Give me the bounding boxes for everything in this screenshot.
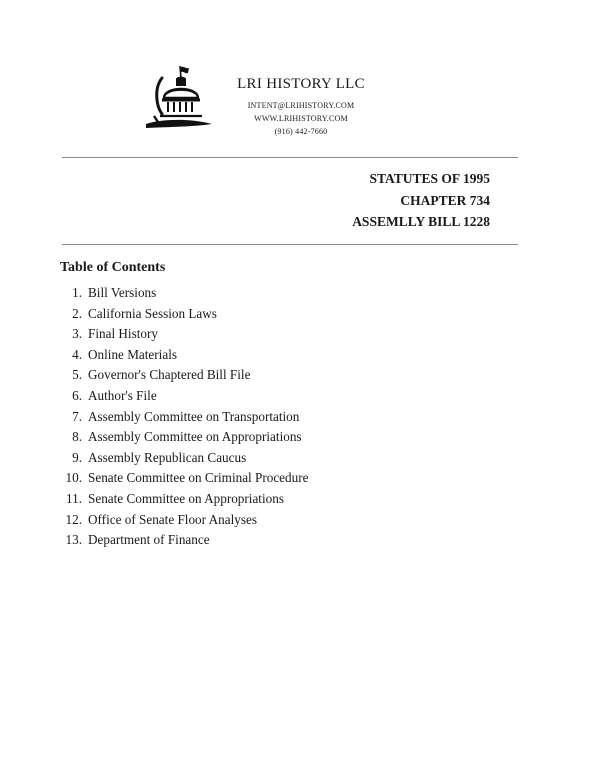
toc-item — [60, 427, 308, 448]
toc-item-label: Governor's Chaptered Bill File — [88, 367, 251, 383]
toc-item — [60, 407, 308, 428]
toc-item-number: 9. — [72, 449, 82, 465]
toc-item-number: 10. — [65, 470, 82, 486]
statute-block — [352, 168, 490, 233]
toc-item — [60, 345, 308, 366]
toc-item-number: 5. — [72, 367, 82, 383]
toc-item-number: 8. — [72, 429, 82, 445]
toc-item-number: 2. — [72, 305, 82, 321]
company-name: LRI HISTORY LLC — [237, 76, 365, 92]
toc-item-number: 7. — [72, 408, 82, 424]
toc-item-label: Senate Committee on Appropriations — [88, 490, 284, 506]
company-block — [226, 76, 376, 138]
toc-item — [60, 324, 308, 345]
toc-item-number: 4. — [72, 346, 82, 362]
toc-item-number: 1. — [72, 285, 82, 300]
toc-item-label: California Session Laws — [88, 305, 217, 321]
toc-item-label: Assembly Republican Caucus — [88, 449, 247, 465]
toc-item-number: 6. — [72, 387, 82, 403]
toc-item — [60, 448, 308, 469]
toc-item — [60, 468, 308, 489]
toc-item-label: Final History — [88, 326, 158, 342]
chapter-number: CHAPTER 734 — [400, 192, 490, 208]
toc-item-label: Bill Versions — [88, 285, 157, 300]
company-phone: (916) 442-7660 — [274, 127, 328, 136]
toc-item-number: 13. — [65, 532, 82, 548]
capitol-dome-icon — [142, 64, 214, 138]
statute-year: STATUTES OF 1995 — [369, 171, 490, 186]
toc-item — [60, 283, 308, 304]
toc-item — [60, 510, 308, 531]
toc-list — [60, 283, 308, 551]
toc-item — [60, 386, 308, 407]
toc-item-number: 12. — [65, 511, 82, 527]
statute-divider — [62, 244, 518, 245]
toc-item-label: Senate Committee on Criminal Procedure — [88, 470, 309, 486]
toc-title: Table of Contents — [60, 260, 166, 275]
toc-item-label: Office of Senate Floor Analyses — [88, 511, 257, 527]
toc-item — [60, 489, 308, 510]
toc-item-label: Author's File — [88, 387, 157, 403]
toc-item — [60, 530, 308, 551]
toc-item-label: Assembly Committee on Transportation — [88, 408, 300, 424]
toc-item-label: Assembly Committee on Appropriations — [88, 429, 302, 445]
toc-item-label: Online Materials — [88, 346, 177, 362]
toc-item — [60, 304, 308, 325]
toc-item-number: 3. — [72, 326, 82, 342]
header-divider — [62, 157, 518, 158]
company-website: WWW.LRIHISTORY.COM — [254, 114, 348, 123]
bill-number: ASSEMLLY BILL 1228 — [352, 214, 490, 229]
toc-item-number: 11. — [66, 490, 82, 506]
company-email: INTENT@LRIHISTORY.COM — [247, 101, 355, 110]
toc-item-label: Department of Finance — [88, 532, 210, 548]
toc-item — [60, 365, 308, 386]
